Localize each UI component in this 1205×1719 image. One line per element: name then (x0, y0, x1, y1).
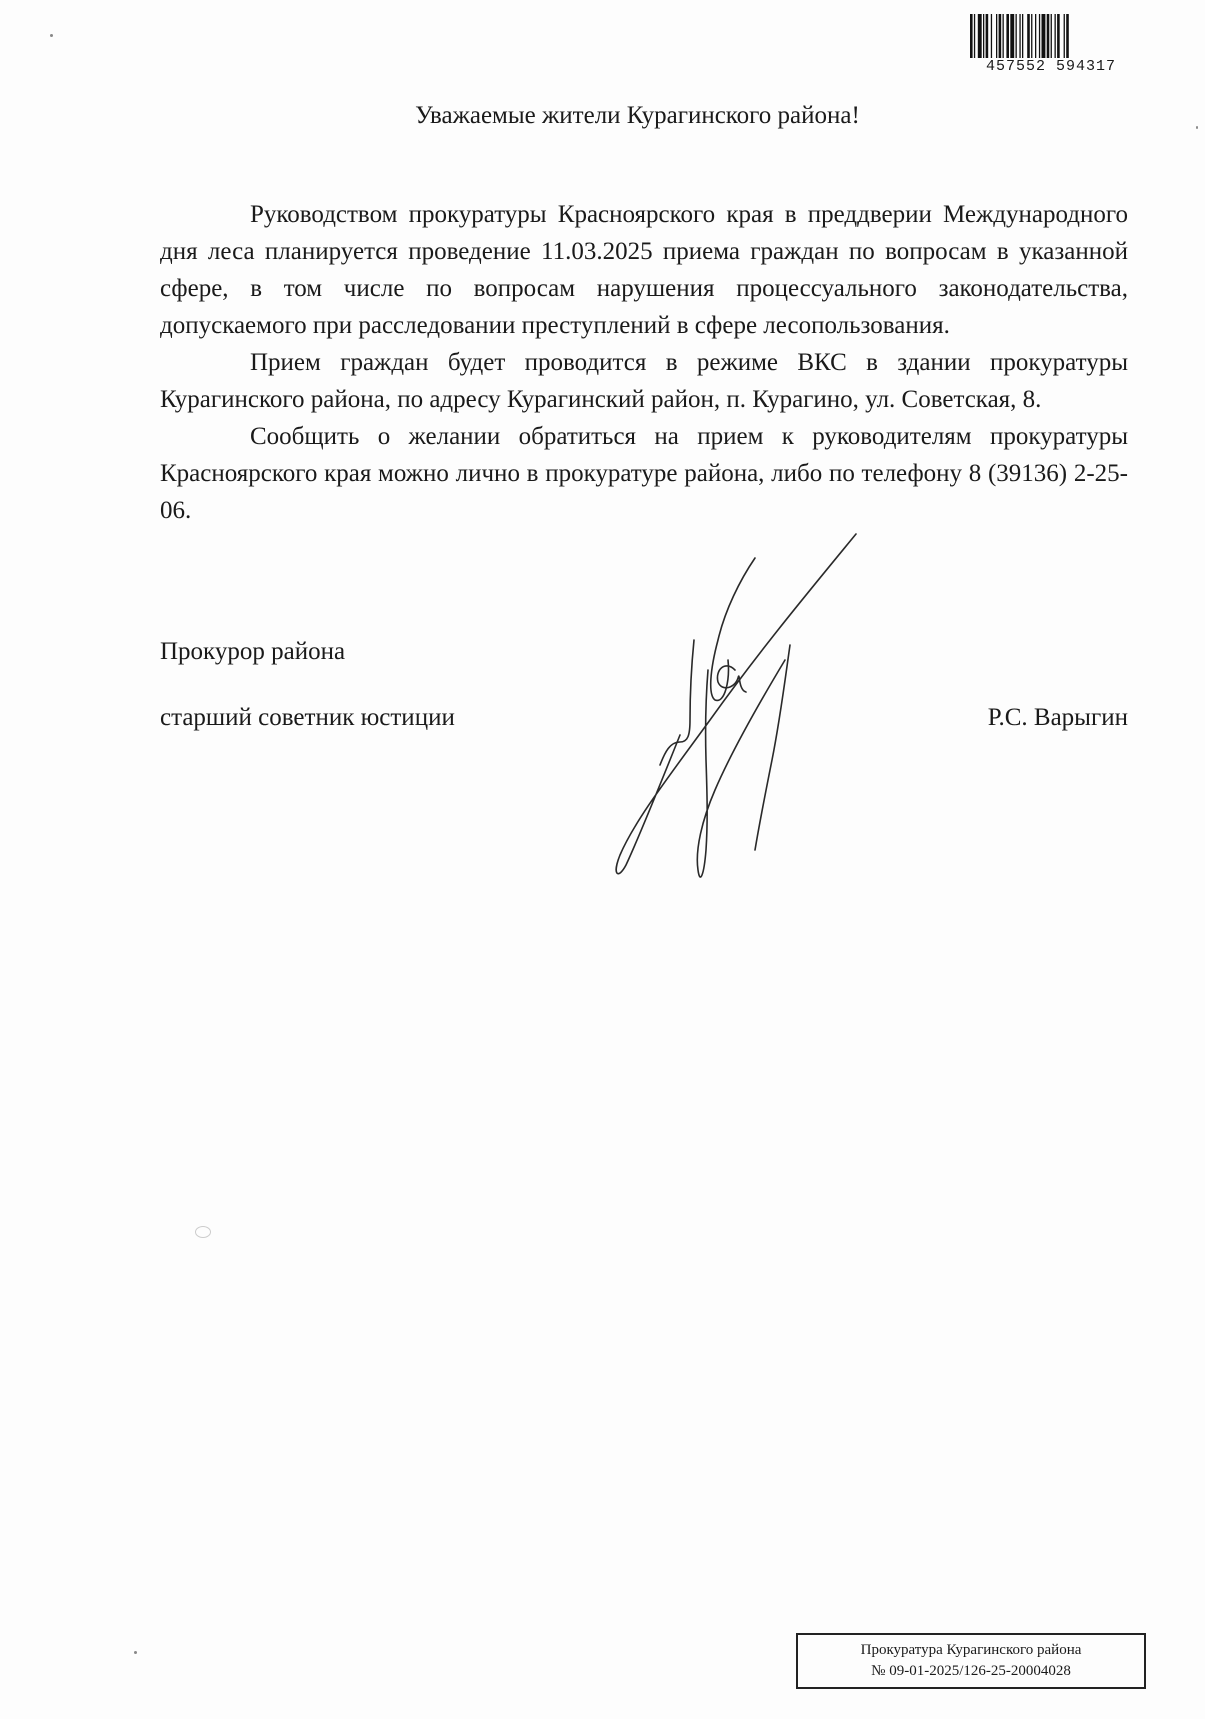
page-title: Уважаемые жители Курагинского района! (415, 102, 860, 129)
registration-stamp (796, 1633, 1146, 1689)
barcode (968, 14, 1134, 76)
paragraph-2: Прием граждан будет проводится в режиме ВКС в здании прокуратуры Курагинского района, по адресу Курагинский район, п. Курагино, ул. Советская, 8. (160, 349, 1128, 413)
barcode-bars-icon (968, 14, 1134, 62)
barcode-number: 457552 594317 (968, 58, 1134, 76)
scan-speck (134, 1651, 137, 1654)
signatory-position: Прокурор района (160, 638, 346, 665)
registration-office: Прокуратура Курагинского района (860, 1642, 1082, 1658)
scan-speck (50, 34, 53, 37)
signatory-name: Р.С. Варыгин (987, 704, 1128, 731)
signatory-rank: старший советник юстиции (160, 704, 455, 731)
scan-speck (195, 1226, 211, 1238)
document-body (160, 196, 1128, 529)
registration-number: № 09-01-2025/126-25-20004028 (871, 1663, 1071, 1679)
paragraph-3: Сообщить о желании обратиться на прием к руководителям прокуратуры Красноярского края можно лично в прокуратуре района, либо по телефону 8 (39136) 2-25-06. (160, 423, 1128, 524)
paragraph-1: Руководством прокуратуры Красноярского края в преддверии Международного дня леса планируется проведение 11.03.2025 приема граждан по вопросам в указанной сфере, в том числе по вопросам нарушения процессуального законодательства, допускаемого при расследовании преступлений в сфере лесопользования. (160, 201, 1128, 339)
handwritten-signature-icon (540, 520, 900, 890)
scan-speck (1196, 126, 1198, 129)
